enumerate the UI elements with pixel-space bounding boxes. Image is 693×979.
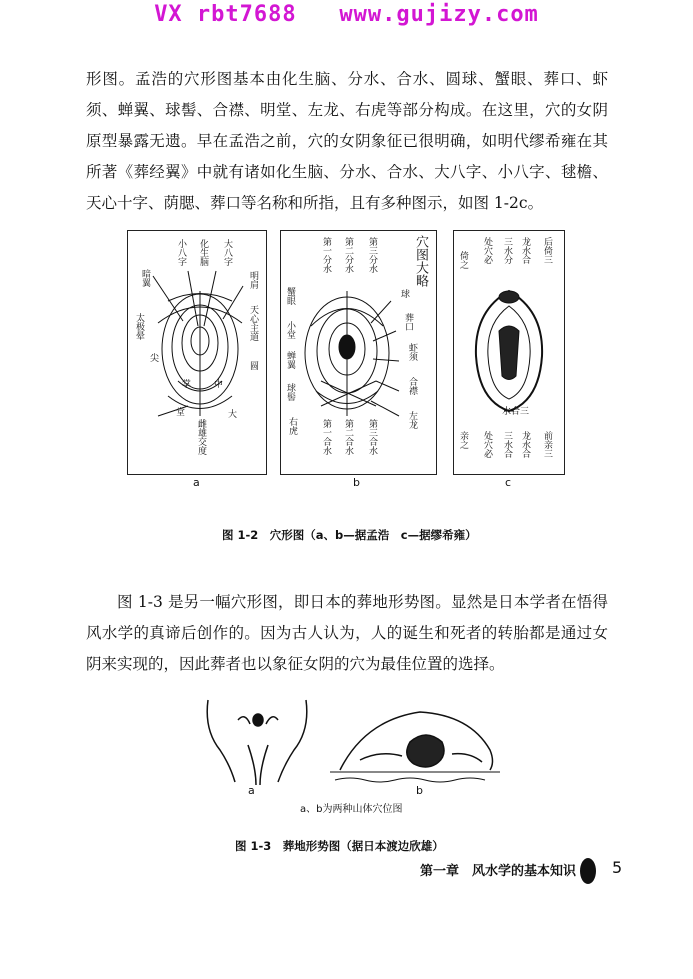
panel-c-label: c bbox=[505, 476, 512, 489]
label-zang-kou: 葬口 bbox=[403, 313, 413, 331]
label-zhong: 中 bbox=[212, 379, 222, 388]
label-qiu-ji: 球髻 bbox=[285, 383, 295, 401]
figure-1-3 bbox=[190, 690, 510, 800]
label-xie-yan: 蟹眼 bbox=[285, 287, 295, 305]
label-fen-shui-1: 第一分水 bbox=[321, 237, 331, 273]
page-number: 5 bbox=[612, 858, 623, 877]
figure-1-3-drawing bbox=[190, 690, 510, 800]
panel-a-label: a bbox=[193, 476, 200, 489]
label-tian-xin-zhu-dao: 天心主道 bbox=[248, 305, 258, 341]
paragraph-1: 形图。孟浩的穴形图基本由化生脑、分水、合水、圆球、蟹眼、葬口、虾须、蝉翼、球髻、合襟、明堂、左龙、右虎等部分构成。在这里，穴的女阴原型暴露无遗。早在孟浩之前，穴的女阴象征已很明确，如明代缪希雍在其所著《葬经翼》中就有诸如化生脑、分水、合水、大八字、小八字、毬檐、天心十字、荫腮、葬口等名称和所指，且有多种图示，如图 1-2c。 bbox=[86, 70, 608, 212]
label-qiu: 球 bbox=[399, 289, 409, 298]
label-an-yi: 暗翼 bbox=[140, 269, 150, 287]
label-he-jin: 合襟 bbox=[407, 377, 417, 395]
label-xia-xu: 虾须 bbox=[407, 343, 417, 361]
figure-1-2 bbox=[127, 230, 563, 489]
figure-1-3-caption: 图 1-3 葬地形势图（据日本渡边欣雄） bbox=[235, 839, 444, 853]
label-san-shui-fen: 三水分 bbox=[502, 237, 512, 264]
label-san-shui-he: 三水合 bbox=[502, 431, 512, 458]
label-chan-yi: 蝉翼 bbox=[285, 351, 295, 369]
label-xiao-tang: 小堂 bbox=[285, 321, 295, 339]
chapter-marker-icon bbox=[580, 858, 596, 884]
figure-1-3-subcaption: a、b为两种山体穴位图 bbox=[300, 804, 403, 815]
figure-panel-a bbox=[127, 230, 267, 475]
label-long-shui-he-top: 龙水合 bbox=[520, 237, 530, 264]
label-hua-sheng-nao: 化生脑 bbox=[198, 239, 208, 266]
label-long-shui-he-bottom: 龙水合 bbox=[520, 431, 530, 458]
label-you-hu: 右虎 bbox=[287, 417, 297, 435]
label-hou-yi-san: 后倚三 bbox=[542, 237, 552, 264]
label-he-shui-3: 第三合水 bbox=[367, 419, 377, 455]
label-tang: 堂 bbox=[174, 407, 184, 416]
label-qin-zhi: 亲之 bbox=[458, 431, 468, 449]
label-zuo-long: 左龙 bbox=[407, 411, 417, 429]
paragraph-2: 图 1-3 是另一幅穴形图，即日本的葬地形势图。显然是日本学者在悟得风水学的真谛后创作的。因为古人认为，人的诞生和死者的转胎都是通过女阴来实现的，因此葬者也以象征女阴的穴为最佳位置的选择。 bbox=[86, 593, 608, 673]
watermark: VX rbt7688 www.gujizy.com bbox=[154, 2, 539, 27]
label-fen-shui-3: 第三分水 bbox=[367, 237, 377, 273]
figure-panel-b bbox=[280, 230, 437, 475]
figure-1-2-caption: 图 1-2 穴形图（a、b—据孟浩 c—据缪希雍） bbox=[222, 528, 477, 542]
label-da-ba-zi: 大八字 bbox=[222, 239, 232, 266]
label-fen-shui-2: 第二分水 bbox=[343, 237, 353, 273]
label-ming-jian: 明肩 bbox=[248, 271, 258, 289]
label-qian-qin-san: 前亲三 bbox=[542, 431, 552, 458]
label-xiao-ba-zi: 小八字 bbox=[176, 239, 186, 266]
label-he-shui-1: 第一合水 bbox=[321, 419, 331, 455]
label-zhang: 掌 bbox=[180, 379, 190, 388]
label-yuan: 圆 bbox=[248, 361, 258, 370]
label-tai-ji-yun: 太极晕 bbox=[134, 313, 144, 340]
figure-1-3-label-b: b bbox=[416, 784, 423, 797]
label-yi-zhi: 倚之 bbox=[458, 251, 468, 269]
label-jian: 尖 bbox=[148, 353, 158, 362]
label-da: 大 bbox=[226, 409, 236, 418]
label-chu-xue-bi-top: 处穴必 bbox=[482, 237, 492, 264]
label-xue-tu-da-lue: 穴图大略 bbox=[413, 235, 428, 287]
figure-1-3-label-a: a bbox=[248, 784, 255, 797]
label-he-shui-2: 第二合水 bbox=[343, 419, 353, 455]
panel-b-label: b bbox=[353, 476, 360, 489]
chapter-footer: 第一章 风水学的基本知识 bbox=[420, 864, 577, 879]
label-ci-xiong-jiao-du: 雌雄交度 bbox=[196, 419, 206, 455]
label-chu-xue-bi-bottom: 处穴必 bbox=[482, 431, 492, 458]
label-shui-he-san: 水合三 bbox=[502, 407, 530, 417]
figure-panel-c bbox=[453, 230, 565, 475]
